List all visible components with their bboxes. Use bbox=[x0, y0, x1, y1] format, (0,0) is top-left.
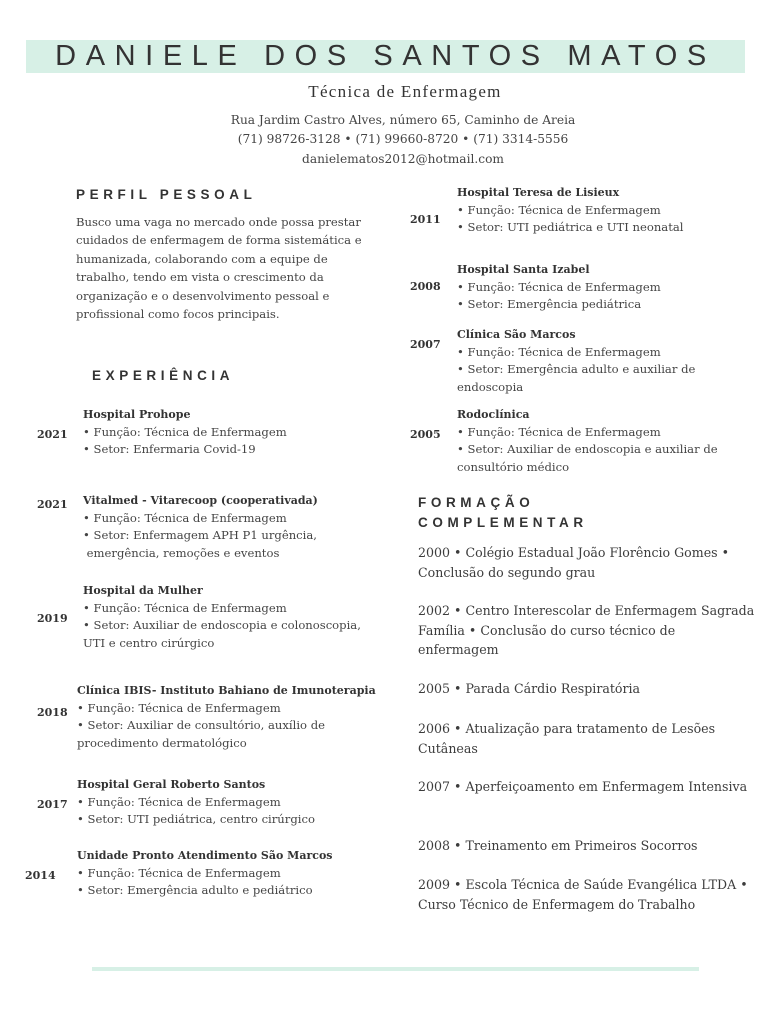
entry-line: • Função: Técnica de Enfermagem bbox=[83, 510, 287, 525]
experience-entry bbox=[83, 406, 403, 459]
employer-name: Clínica São Marcos bbox=[457, 328, 576, 341]
experience-entry bbox=[77, 682, 407, 753]
experience-heading: EXPERIÊNCIA bbox=[92, 368, 235, 383]
entry-line: • Função: Técnica de Enfermagem bbox=[77, 865, 281, 880]
candidate-name: DANIELE DOS SANTOS MATOS bbox=[55, 40, 716, 72]
employer-name: Hospital da Mulher bbox=[83, 584, 203, 597]
training-item: 2000 • Colégio Estadual João Florêncio Gomes • Conclusão do segundo grau bbox=[418, 545, 730, 580]
entry-line: • Setor: Enfermaria Covid-19 bbox=[83, 442, 256, 457]
entry-line: • Função: Técnica de Enfermagem bbox=[457, 424, 661, 439]
employer-name: Hospital Teresa de Lisieux bbox=[457, 186, 620, 199]
employer-name: Clínica IBIS- Instituto Bahiano de Imunoterapia bbox=[77, 684, 376, 697]
experience-year: 2021 bbox=[37, 428, 68, 441]
experience-year: 2014 bbox=[25, 869, 56, 882]
entry-line: • Função: Técnica de Enfermagem bbox=[83, 600, 287, 615]
employer-name: Unidade Pronto Atendimento São Marcos bbox=[77, 849, 333, 862]
experience-entry bbox=[77, 847, 397, 900]
entry-line: • Setor: UTI pediátrica, centro cirúrgico bbox=[77, 812, 315, 827]
experience-year: 2005 bbox=[410, 428, 441, 441]
entry-line: • Setor: Auxiliar de consultório, auxílio de bbox=[77, 718, 326, 733]
experience-entry bbox=[83, 582, 403, 653]
employer-name: Hospital Geral Roberto Santos bbox=[77, 778, 266, 791]
training-item: 2007 • Aperfeiçoamento em Enfermagem Intensiva bbox=[418, 779, 748, 794]
entry-line: • Função: Técnica de Enfermagem bbox=[457, 202, 661, 217]
experience-year: 2021 bbox=[37, 498, 68, 511]
training-heading: FORMAÇÃO bbox=[418, 495, 535, 510]
experience-entry bbox=[457, 406, 762, 477]
employer-name: Rodoclínica bbox=[457, 408, 530, 421]
experience-year: 2019 bbox=[37, 612, 68, 625]
experience-year: 2008 bbox=[410, 280, 441, 293]
entry-line: UTI e centro cirúrgico bbox=[83, 636, 215, 651]
employer-name: Hospital Prohope bbox=[83, 408, 191, 421]
phone-numbers: (71) 98726-3128 • (71) 99660-8720 • (71) 3314-5556 bbox=[237, 132, 569, 146]
entry-line: • Setor: Enfermagem APH P1 urgência, bbox=[83, 528, 317, 543]
experience-entry bbox=[77, 776, 397, 829]
training-item: 2005 • Parada Cárdio Respiratória bbox=[418, 681, 641, 696]
entry-line: • Setor: Auxiliar de endoscopia e colonoscopia, bbox=[83, 618, 361, 633]
experience-entry bbox=[457, 326, 757, 397]
entry-line: consultório médico bbox=[457, 460, 570, 475]
employer-name: Hospital Santa Izabel bbox=[457, 263, 590, 276]
entry-line: • Função: Técnica de Enfermagem bbox=[457, 279, 661, 294]
training-heading-line2: COMPLEMENTAR bbox=[418, 515, 588, 530]
entry-line: procedimento dermatológico bbox=[77, 736, 247, 751]
experience-year: 2017 bbox=[37, 798, 68, 811]
training-item: 2002 • Centro Interescolar de Enfermagem Sagrada Família • Conclusão do curso técnico de enfermagem bbox=[418, 603, 755, 657]
email: danielematos2012@hotmail.com bbox=[302, 152, 504, 166]
footer-divider bbox=[92, 967, 699, 971]
entry-line: • Setor: Emergência pediátrica bbox=[457, 297, 642, 312]
profile-text: Busco uma vaga no mercado onde possa prestar cuidados de enfermagem de forma sistemática e humanizada, colaborando com a equipe de trabalho, tendo em vista o crescimento da organização e o desenvolvimento pessoal e profissional como focos principais. bbox=[76, 215, 362, 322]
entry-line: • Função: Técnica de Enfermagem bbox=[77, 700, 281, 715]
training-item: 2009 • Escola Técnica de Saúde Evangélica LTDA • Curso Técnico de Enfermagem do Trabalho bbox=[418, 877, 748, 912]
experience-year: 2007 bbox=[410, 338, 441, 351]
entry-line: • Função: Técnica de Enfermagem bbox=[457, 344, 661, 359]
entry-line: • Função: Técnica de Enfermagem bbox=[83, 424, 287, 439]
experience-year: 2011 bbox=[410, 213, 441, 226]
address: Rua Jardim Castro Alves, número 65, Caminho de Areia bbox=[230, 113, 576, 127]
experience-entry bbox=[83, 492, 403, 563]
profile-heading: PERFIL PESSOAL bbox=[76, 187, 257, 202]
job-title: Técnica de Enfermagem bbox=[308, 82, 502, 101]
entry-line: • Setor: Auxiliar de endoscopia e auxiliar de bbox=[457, 442, 718, 457]
entry-line: • Função: Técnica de Enfermagem bbox=[77, 794, 281, 809]
entry-line: • Setor: Emergência adulto e auxiliar de bbox=[457, 362, 696, 377]
employer-name: Vitalmed - Vitarecoop (cooperativada) bbox=[83, 494, 318, 507]
entry-line: • Setor: Emergência adulto e pediátrico bbox=[77, 883, 313, 898]
entry-line: emergência, remoções e eventos bbox=[83, 546, 280, 561]
entry-line: endoscopia bbox=[457, 380, 524, 395]
experience-entry bbox=[457, 184, 757, 237]
training-item: 2006 • Atualização para tratamento de Lesões Cutâneas bbox=[418, 721, 716, 756]
experience-year: 2018 bbox=[37, 706, 68, 719]
entry-line: • Setor: UTI pediátrica e UTI neonatal bbox=[457, 220, 684, 235]
experience-entry bbox=[457, 261, 757, 314]
training-item: 2008 • Treinamento em Primeiros Socorros bbox=[418, 838, 698, 853]
